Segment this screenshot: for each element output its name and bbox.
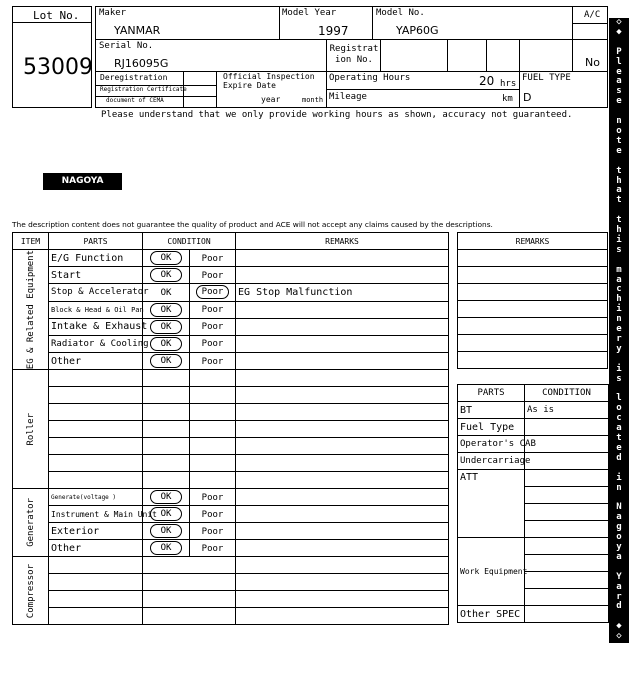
section-eg bbox=[13, 250, 49, 370]
roller-remark bbox=[236, 404, 449, 421]
eg-remark-5 bbox=[236, 335, 449, 352]
roller-poor bbox=[190, 421, 236, 438]
sidebar-char: P bbox=[616, 46, 622, 57]
ok-circled: OK bbox=[150, 303, 183, 317]
eg-ok-2[interactable] bbox=[143, 284, 190, 301]
sidebar-char: i bbox=[616, 234, 622, 245]
operators-cab-label: Operator's CAB bbox=[458, 436, 525, 453]
sidebar-char: ◇ bbox=[616, 17, 622, 27]
eg-remark-3 bbox=[236, 301, 449, 318]
sidebar-char: t bbox=[616, 195, 622, 206]
undercarriage-value bbox=[525, 453, 609, 470]
comp-remark bbox=[236, 608, 449, 625]
sidebar-char: d bbox=[616, 601, 622, 612]
roller-part bbox=[49, 404, 143, 421]
poor-text: Poor bbox=[201, 339, 224, 350]
sidebar-char: d bbox=[616, 452, 622, 463]
right-remarks-row bbox=[458, 352, 608, 369]
undercarriage-label: Undercarriage bbox=[458, 453, 525, 470]
sidebar-char: t bbox=[616, 165, 622, 176]
sidebar-char: i bbox=[616, 472, 622, 483]
poor-text: Poor bbox=[201, 322, 224, 333]
ok-circled: OK bbox=[150, 541, 183, 555]
section-roller-label: Roller bbox=[25, 412, 36, 446]
sidebar-char: t bbox=[616, 215, 622, 226]
right-remarks-row bbox=[458, 284, 608, 301]
gen-ok-1[interactable] bbox=[143, 506, 190, 523]
sidebar-char: l bbox=[616, 56, 622, 67]
gen-remark-2 bbox=[236, 523, 449, 540]
lot-box bbox=[12, 6, 92, 108]
sidebar-char: g bbox=[616, 522, 622, 533]
sidebar-char: e bbox=[616, 442, 622, 453]
work-equipment-value bbox=[525, 538, 609, 555]
sidebar-char: n bbox=[616, 116, 622, 127]
header-condition: CONDITION bbox=[143, 233, 236, 250]
comp-cond bbox=[143, 557, 236, 574]
section-generator-label: Generator bbox=[25, 498, 36, 548]
sidebar-char: h bbox=[616, 225, 622, 236]
eg-part-2: Stop & Accelerator bbox=[49, 284, 143, 301]
roller-remark bbox=[236, 455, 449, 472]
roller-part bbox=[49, 370, 143, 387]
roller-ok bbox=[143, 472, 190, 489]
sidebar-char: h bbox=[616, 294, 622, 305]
eg-poor-1[interactable] bbox=[190, 267, 236, 284]
roller-ok bbox=[143, 421, 190, 438]
disclaimer: The description content does not guarantee the quality of product and ACE will not accept any claims caused by the descriptions. bbox=[12, 220, 493, 229]
section-eg-label: EG & Related Equipment bbox=[25, 250, 36, 370]
gen-part-1: Instrument & Main Unit bbox=[49, 506, 143, 523]
sidebar-char: ◆ bbox=[616, 26, 622, 37]
work-equipment-value bbox=[525, 589, 609, 606]
poor-text: Poor bbox=[201, 543, 224, 554]
work-equipment-value bbox=[525, 555, 609, 572]
eg-ok-5[interactable] bbox=[143, 335, 190, 352]
eg-part-0: E/G Function bbox=[49, 250, 143, 267]
sidebar-char: n bbox=[616, 482, 622, 493]
sidebar-char: y bbox=[616, 343, 622, 354]
header-item: ITEM bbox=[13, 233, 49, 250]
eg-remark-0 bbox=[236, 250, 449, 267]
roller-remark bbox=[236, 438, 449, 455]
section-compressor-label: Compressor bbox=[25, 563, 36, 618]
roller-ok bbox=[143, 387, 190, 404]
inspection-year: year bbox=[261, 95, 281, 104]
roller-part bbox=[49, 438, 143, 455]
roller-remark bbox=[236, 472, 449, 489]
comp-remark bbox=[236, 591, 449, 608]
operating-hours-unit: hrs bbox=[500, 79, 517, 89]
eg-ok-0[interactable] bbox=[143, 250, 190, 267]
maker-value: YANMAR bbox=[114, 24, 161, 37]
sidebar-char: a bbox=[616, 76, 622, 87]
operating-hours-value: 20 bbox=[479, 74, 495, 88]
sidebar-char: N bbox=[616, 502, 622, 513]
att-value bbox=[525, 504, 609, 521]
roller-ok bbox=[143, 404, 190, 421]
sidebar-char: c bbox=[616, 413, 622, 424]
eg-remark-4 bbox=[236, 318, 449, 335]
sidebar-char: o bbox=[616, 403, 622, 414]
gen-ok-2[interactable] bbox=[143, 523, 190, 540]
sidebar-char: s bbox=[616, 244, 622, 255]
roller-ok bbox=[143, 370, 190, 387]
sidebar-char: a bbox=[616, 512, 622, 523]
sidebar-char: a bbox=[616, 423, 622, 434]
lot-label: Lot No. bbox=[33, 9, 80, 22]
deregistration-label: Deregistration bbox=[100, 73, 168, 82]
sidebar-char: t bbox=[616, 135, 622, 146]
ok-text: OK bbox=[160, 287, 172, 298]
other-spec-value bbox=[525, 606, 609, 623]
section-compressor bbox=[13, 557, 49, 625]
right-remarks-row bbox=[458, 250, 608, 267]
sidebar-char: i bbox=[616, 363, 622, 374]
roller-poor bbox=[190, 404, 236, 421]
gen-poor-2[interactable] bbox=[190, 523, 236, 540]
work-equipment-value bbox=[525, 572, 609, 589]
operating-hours-label: Operating Hours bbox=[329, 73, 411, 83]
roller-part bbox=[49, 387, 143, 404]
eg-part-3: Block & Head & Oil Pan bbox=[49, 301, 143, 318]
header-remarks: REMARKS bbox=[236, 233, 449, 250]
comp-part bbox=[49, 557, 143, 574]
comp-remark bbox=[236, 574, 449, 591]
header-table bbox=[95, 6, 608, 108]
location-badge-text: NAGOYA bbox=[61, 176, 104, 186]
ok-circled: OK bbox=[150, 490, 183, 504]
roller-part bbox=[49, 472, 143, 489]
eg-remark-2: EG Stop Malfunction bbox=[236, 284, 449, 301]
sidebar-char: t bbox=[616, 433, 622, 444]
fuel-type-row-value bbox=[525, 419, 609, 436]
ok-circled: OK bbox=[150, 251, 183, 265]
right-remarks-row bbox=[458, 301, 608, 318]
sidebar-char: r bbox=[616, 334, 622, 344]
model-year-value: 1997 bbox=[318, 24, 349, 38]
comp-part bbox=[49, 574, 143, 591]
ok-circled: OK bbox=[150, 337, 183, 351]
model-no-value: YAP60G bbox=[396, 24, 439, 37]
roller-ok bbox=[143, 438, 190, 455]
sidebar-char: a bbox=[616, 185, 622, 196]
right-remarks-header: REMARKS bbox=[458, 233, 608, 250]
sidebar-char: e bbox=[616, 96, 622, 107]
hours-notice: Please understand that we only provide working hours as shown, accuracy not guaranteed. bbox=[101, 110, 573, 120]
ok-circled: OK bbox=[150, 320, 183, 334]
ac-value: No bbox=[585, 56, 600, 69]
mileage-unit: km bbox=[502, 94, 513, 104]
gen-part-0 bbox=[49, 489, 143, 506]
sidebar-char: a bbox=[616, 274, 622, 285]
fuel-type-label: FUEL TYPE bbox=[522, 73, 571, 83]
work-equipment-text: Work Equipment bbox=[460, 567, 528, 576]
gen-part-0-text: Generate(voltage ) bbox=[51, 493, 117, 501]
sidebar-char: Y bbox=[616, 571, 622, 582]
roller-poor bbox=[190, 472, 236, 489]
location-sidebar bbox=[609, 18, 629, 643]
ac-label: A/C bbox=[584, 10, 601, 20]
fuel-type-row-label: Fuel Type bbox=[458, 419, 525, 436]
att-value bbox=[525, 487, 609, 504]
comp-part bbox=[49, 591, 143, 608]
operators-cab-value bbox=[525, 436, 609, 453]
inspection-month: month bbox=[302, 96, 324, 104]
poor-text: Poor bbox=[201, 356, 224, 367]
gen-ok-3[interactable] bbox=[143, 540, 190, 557]
section-roller bbox=[13, 370, 49, 489]
location-badge bbox=[43, 173, 122, 190]
poor-text: Poor bbox=[201, 492, 224, 503]
sidebar-char: ◆ bbox=[616, 621, 622, 632]
cema-label: document of CEMA bbox=[106, 97, 164, 104]
eg-part-6: Other bbox=[49, 353, 143, 370]
right-remarks-row bbox=[458, 335, 608, 352]
gen-ok-0[interactable] bbox=[143, 489, 190, 506]
roller-poor bbox=[190, 455, 236, 472]
roller-part bbox=[49, 455, 143, 472]
bt-value: As is bbox=[525, 402, 609, 419]
roller-poor bbox=[190, 387, 236, 404]
right-remarks-row bbox=[458, 267, 608, 284]
eg-ok-3[interactable] bbox=[143, 301, 190, 318]
comp-cond bbox=[143, 574, 236, 591]
sidebar-char: e bbox=[616, 66, 622, 77]
other-spec-label: Other SPEC bbox=[458, 606, 525, 623]
gen-part-2: Exterior bbox=[49, 523, 143, 540]
eg-poor-3[interactable] bbox=[190, 301, 236, 318]
eg-ok-6[interactable] bbox=[143, 353, 190, 370]
poor-circled: Poor bbox=[196, 285, 230, 299]
model-no-label: Model No. bbox=[376, 8, 425, 18]
eg-poor-6[interactable] bbox=[190, 353, 236, 370]
right-remarks-table bbox=[457, 232, 608, 369]
eg-ok-4[interactable] bbox=[143, 318, 190, 335]
gen-remark-0 bbox=[236, 489, 449, 506]
serial-label: Serial No. bbox=[99, 41, 154, 51]
right-parts-header: PARTS bbox=[458, 385, 525, 402]
sidebar-char: h bbox=[616, 175, 622, 186]
ok-circled: OK bbox=[150, 507, 183, 521]
sidebar-char: n bbox=[616, 314, 622, 325]
sidebar-char: o bbox=[616, 532, 622, 543]
poor-text: Poor bbox=[201, 253, 224, 264]
eg-part-1: Start bbox=[49, 267, 143, 284]
comp-cond bbox=[143, 591, 236, 608]
sidebar-char: e bbox=[616, 324, 622, 335]
roller-ok bbox=[143, 455, 190, 472]
eg-part-4: Intake & Exhaust bbox=[49, 318, 143, 335]
poor-text: Poor bbox=[201, 270, 224, 281]
sidebar-char: a bbox=[616, 551, 622, 562]
att-value bbox=[525, 470, 609, 487]
poor-text: Poor bbox=[201, 305, 224, 316]
eg-poor-2[interactable] bbox=[190, 284, 236, 301]
gen-poor-1[interactable] bbox=[190, 506, 236, 523]
roller-remark bbox=[236, 387, 449, 404]
lot-number: 53009 bbox=[23, 55, 93, 80]
sidebar-char: s bbox=[616, 373, 622, 384]
maker-label: Maker bbox=[99, 8, 127, 18]
roller-part bbox=[49, 421, 143, 438]
eg-part-5: Radiator & Cooling bbox=[49, 335, 143, 352]
reg-cert-label: Registration Certificate bbox=[100, 86, 187, 93]
eg-remark-1 bbox=[236, 267, 449, 284]
sidebar-char: i bbox=[616, 304, 622, 315]
right-condition-header: CONDITION bbox=[525, 385, 609, 402]
right-remarks-row bbox=[458, 318, 608, 335]
sidebar-char: a bbox=[616, 581, 622, 592]
sidebar-char: y bbox=[616, 542, 622, 553]
eg-ok-1[interactable] bbox=[143, 267, 190, 284]
work-equipment-label bbox=[458, 538, 528, 606]
header-parts: PARTS bbox=[49, 233, 143, 250]
mileage-label: Mileage bbox=[329, 92, 367, 102]
model-year-label: Model Year bbox=[282, 8, 337, 18]
sidebar-char: ◇ bbox=[616, 631, 622, 642]
serial-value: RJ16095G bbox=[114, 57, 169, 70]
eg-poor-5[interactable] bbox=[190, 335, 236, 352]
poor-text: Poor bbox=[201, 526, 224, 537]
gen-poor-0[interactable] bbox=[190, 489, 236, 506]
att-label bbox=[458, 470, 525, 538]
ok-circled: OK bbox=[150, 354, 183, 368]
registration-label: Registration No. bbox=[329, 44, 379, 65]
sidebar-char: l bbox=[616, 393, 622, 404]
sidebar-char: e bbox=[616, 145, 622, 156]
right-parts-table bbox=[457, 384, 609, 623]
eg-poor-4[interactable] bbox=[190, 318, 236, 335]
gen-poor-3[interactable] bbox=[190, 540, 236, 557]
sidebar-char: c bbox=[616, 284, 622, 295]
roller-remark bbox=[236, 421, 449, 438]
gen-part-3: Other bbox=[49, 540, 143, 557]
gen-remark-1 bbox=[236, 506, 449, 523]
gen-remark-3 bbox=[236, 540, 449, 557]
poor-text: Poor bbox=[201, 509, 224, 520]
att-value bbox=[525, 521, 609, 538]
comp-remark bbox=[236, 557, 449, 574]
inspection-label-1: Official Inspection bbox=[223, 72, 315, 81]
roller-poor bbox=[190, 370, 236, 387]
comp-part bbox=[49, 608, 143, 625]
sidebar-char: s bbox=[616, 86, 622, 97]
eg-poor-0[interactable] bbox=[190, 250, 236, 267]
section-generator bbox=[13, 489, 49, 557]
fuel-type-value: D bbox=[523, 91, 532, 104]
sidebar-char: r bbox=[616, 591, 622, 602]
ok-circled: OK bbox=[150, 524, 183, 538]
inspection-label-2: Expire Date bbox=[223, 81, 276, 90]
sidebar-char: o bbox=[616, 125, 622, 136]
sidebar-char: m bbox=[616, 264, 622, 275]
eg-remark-6 bbox=[236, 353, 449, 370]
bt-label: BT bbox=[458, 402, 525, 419]
att-label-text: ATT bbox=[460, 472, 479, 483]
comp-cond bbox=[143, 608, 236, 625]
ok-circled: OK bbox=[150, 268, 183, 282]
inspection-table bbox=[12, 232, 449, 625]
roller-poor bbox=[190, 438, 236, 455]
roller-remark bbox=[236, 370, 449, 387]
